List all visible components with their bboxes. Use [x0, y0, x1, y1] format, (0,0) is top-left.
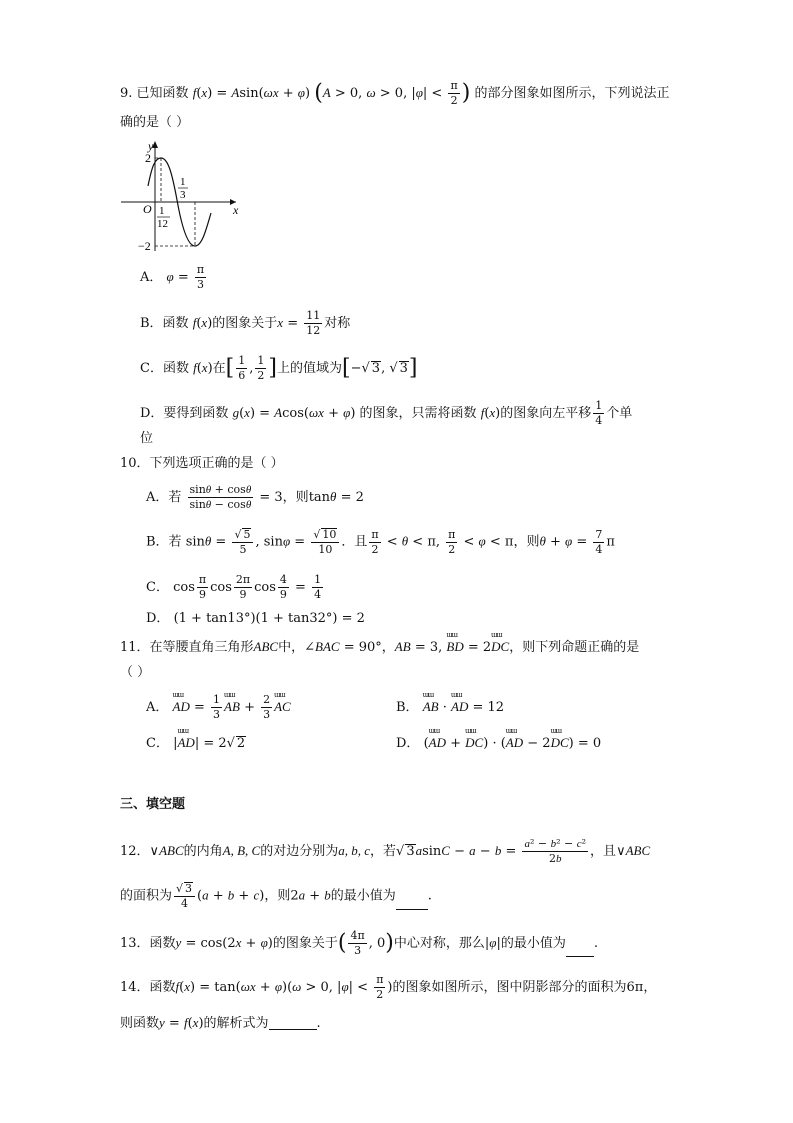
graph-x1-num: 1: [159, 205, 165, 217]
q9-option-a: A． φ = $\frac{\pi}{3}$: [140, 263, 205, 292]
q9-option-d: D．要得到函数 g(x) = Acos(ωx + φ) 的图象，只需将函数 f(x)的图象向左平移 $\frac{1}{4}$ 个单: [140, 399, 633, 428]
graph-x2-num: 1: [180, 176, 186, 188]
q9-stem-line2: 确的是（ ）: [120, 115, 190, 130]
q11-stem: 11．在等腰直角三角形ABC中，∠BAC = 90°，AB = 3, ɯɯ BD = 2ɯɯ DC，则下列命题正确的是: [120, 640, 639, 654]
q11-option-c: C． |ɯɯ AD| = 2√ 2: [146, 736, 246, 750]
q14-line1: 14．函数f(x) = tan(ωx + φ)(ω > 0, |φ| < $\frac{\pi}{2}$ )的图象如图所示，图中阴影部分的面积为6π，: [120, 973, 657, 1002]
q10-stem: 10．下列选项正确的是（ ）: [120, 456, 284, 471]
q10-option-d: D． (1 + tan13°)(1 + tan32°) = 2: [146, 611, 365, 626]
q9-stem-b: 的部分图象如图所示，下列说法正: [474, 86, 670, 102]
graph-x-label: x: [233, 203, 239, 217]
graph-y-label: y: [148, 139, 154, 153]
q12-line2: 的面积为 $\frac{√ 3}{4}$ (a + b + c)，则2a + b的最小值为 .: [120, 882, 432, 911]
q10-option-a: A．若 $\frac{\sin\theta + \cos\theta}{\sin\theta - \cos\theta}$ = 3，则tanθ = 2: [146, 483, 364, 512]
q9-option-c: C．函数 f(x)在[ $\frac{1}{6}$ , $\frac{1}{2}$ ]上的值域为[−√ 3, √ 3]: [140, 354, 418, 383]
q13-answer-blank[interactable]: [566, 946, 594, 957]
graph-x2-den: 3: [180, 189, 186, 201]
q12-line1: 12．∨ABC的内角A, B, C的对边分别为a, b, c，若√ 3asinC − a − b = $\frac{\text{a² − b² − c²}}{2b}$ ，且∨ABC: [120, 837, 651, 866]
graph-x1-den: 12: [157, 218, 168, 230]
q9-option-b: B．函数 f(x)的图象关于x = $\frac{11}{12}$ 对称: [140, 309, 351, 338]
graph-y-top: 2: [145, 151, 151, 165]
q11-option-d: D． (ɯɯ AD + ɯɯ DC) · (ɯɯ AD − 2ɯɯ DC) = 0: [396, 736, 601, 750]
q9-number: 9.: [120, 86, 133, 102]
q9-function-expr: f: [192, 85, 197, 101]
q13-line: 13．函数y = cos(2x + φ)的图象关于( $\frac{4\pi}{3}$ , 0)中心对称，那么|φ|的最小值为 .: [120, 929, 598, 958]
q11-option-a: A． ɯɯ AD = $\frac{1}{3}$ ɯɯ AB + $\frac{2}{3}$ ɯɯ AC: [146, 694, 291, 721]
q9-stem-a: 已知函数: [136, 86, 189, 102]
q10-option-c: C． cos $\frac{\pi}{9}$ cos $\frac{2\pi}{9}$ cos $\frac{4}{9}$ = $\frac{1}{4}$: [146, 573, 322, 602]
q11-paren: （ ）: [120, 665, 151, 680]
q9-stem-line1: 9. 已知函数 f(x) = Asin(ωx + φ) (A > 0, ω > 0, |φ| < $\frac{\pi}{2}$ ) 的部分图象如图所示，下列说法正: [120, 79, 670, 108]
q9-sine-graph: [118, 138, 243, 256]
q12-answer-blank[interactable]: [396, 899, 428, 910]
q11-option-b: B． ɯɯ AB · ɯɯ AD = 12: [396, 700, 504, 714]
q10-option-b: B．若 sinθ = $\frac{√ 5}{5}$ , sinφ = $\frac{√ 10}{10}$ ．且 $\frac{\pi}{2}$ < θ < π, $\frac{\pi}{2}$ < φ < π，则θ + φ = $\frac{7}{4}$ π: [146, 527, 615, 557]
q14-answer-blank[interactable]: [269, 1019, 317, 1030]
q9-option-d-cont: 位: [140, 431, 154, 446]
q14-line2: 则函数y = f(x)的解析式为 .: [120, 1015, 321, 1031]
section-fill-in-heading: 三、填空题: [120, 797, 186, 812]
graph-origin: O: [143, 202, 152, 216]
graph-y-bot: −2: [138, 239, 151, 253]
